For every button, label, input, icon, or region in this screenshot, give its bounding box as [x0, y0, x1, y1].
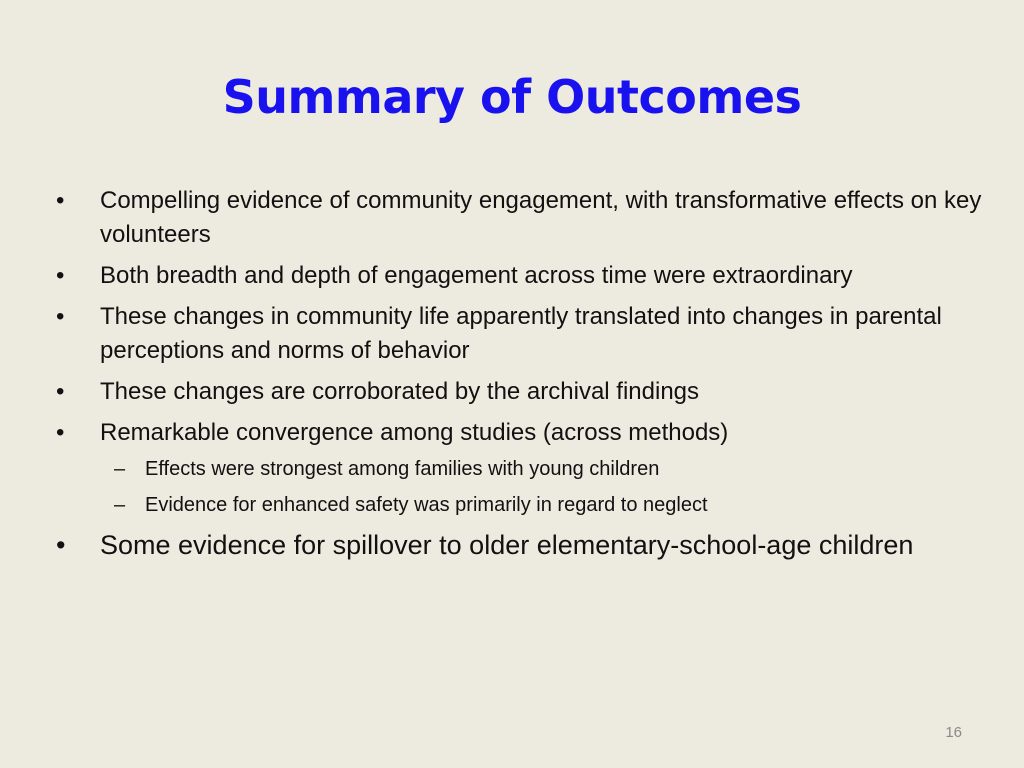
bullet-item [56, 375, 986, 409]
bullet-marker: • [56, 303, 65, 330]
bullet-marker: • [56, 378, 65, 405]
sub-bullet-item [56, 455, 986, 483]
bullet-list [56, 184, 986, 571]
bullet-marker: • [56, 530, 66, 560]
bullet-marker: • [56, 262, 65, 289]
bullet-marker: • [56, 187, 65, 214]
bullet-text: Some evidence for spillover to older elementary-school-age children [100, 530, 914, 560]
bullet-item [56, 416, 986, 450]
bullet-marker: • [56, 419, 65, 446]
sub-bullet-text: Effects were strongest among families with young children [145, 458, 660, 480]
bullet-text: Remarkable convergence among studies (across methods) [100, 419, 729, 446]
sub-bullet-item [56, 491, 986, 519]
page-number: 16 [945, 724, 962, 741]
bullet-text: These changes are corroborated by the archival findings [100, 378, 700, 405]
bullet-item [56, 259, 986, 293]
bullet-item [56, 184, 986, 252]
sub-bullet-text: Evidence for enhanced safety was primarily in regard to neglect [145, 494, 708, 516]
sub-bullet-marker: – [114, 458, 126, 480]
slide-title: Summary of Outcomes [222, 70, 802, 124]
sub-bullet-marker: – [114, 494, 126, 516]
bullet-text: Compelling evidence of community engagement, with transformative effects on key volunteers [100, 187, 982, 248]
sub-bullet-list [56, 455, 986, 519]
bullet-text: Both breadth and depth of engagement across time were extraordinary [100, 262, 853, 289]
bullet-text: These changes in community life apparently translated into changes in parental perceptions and norms of behavior [100, 303, 942, 364]
bullet-item [56, 300, 986, 368]
bullet-item [56, 527, 986, 564]
